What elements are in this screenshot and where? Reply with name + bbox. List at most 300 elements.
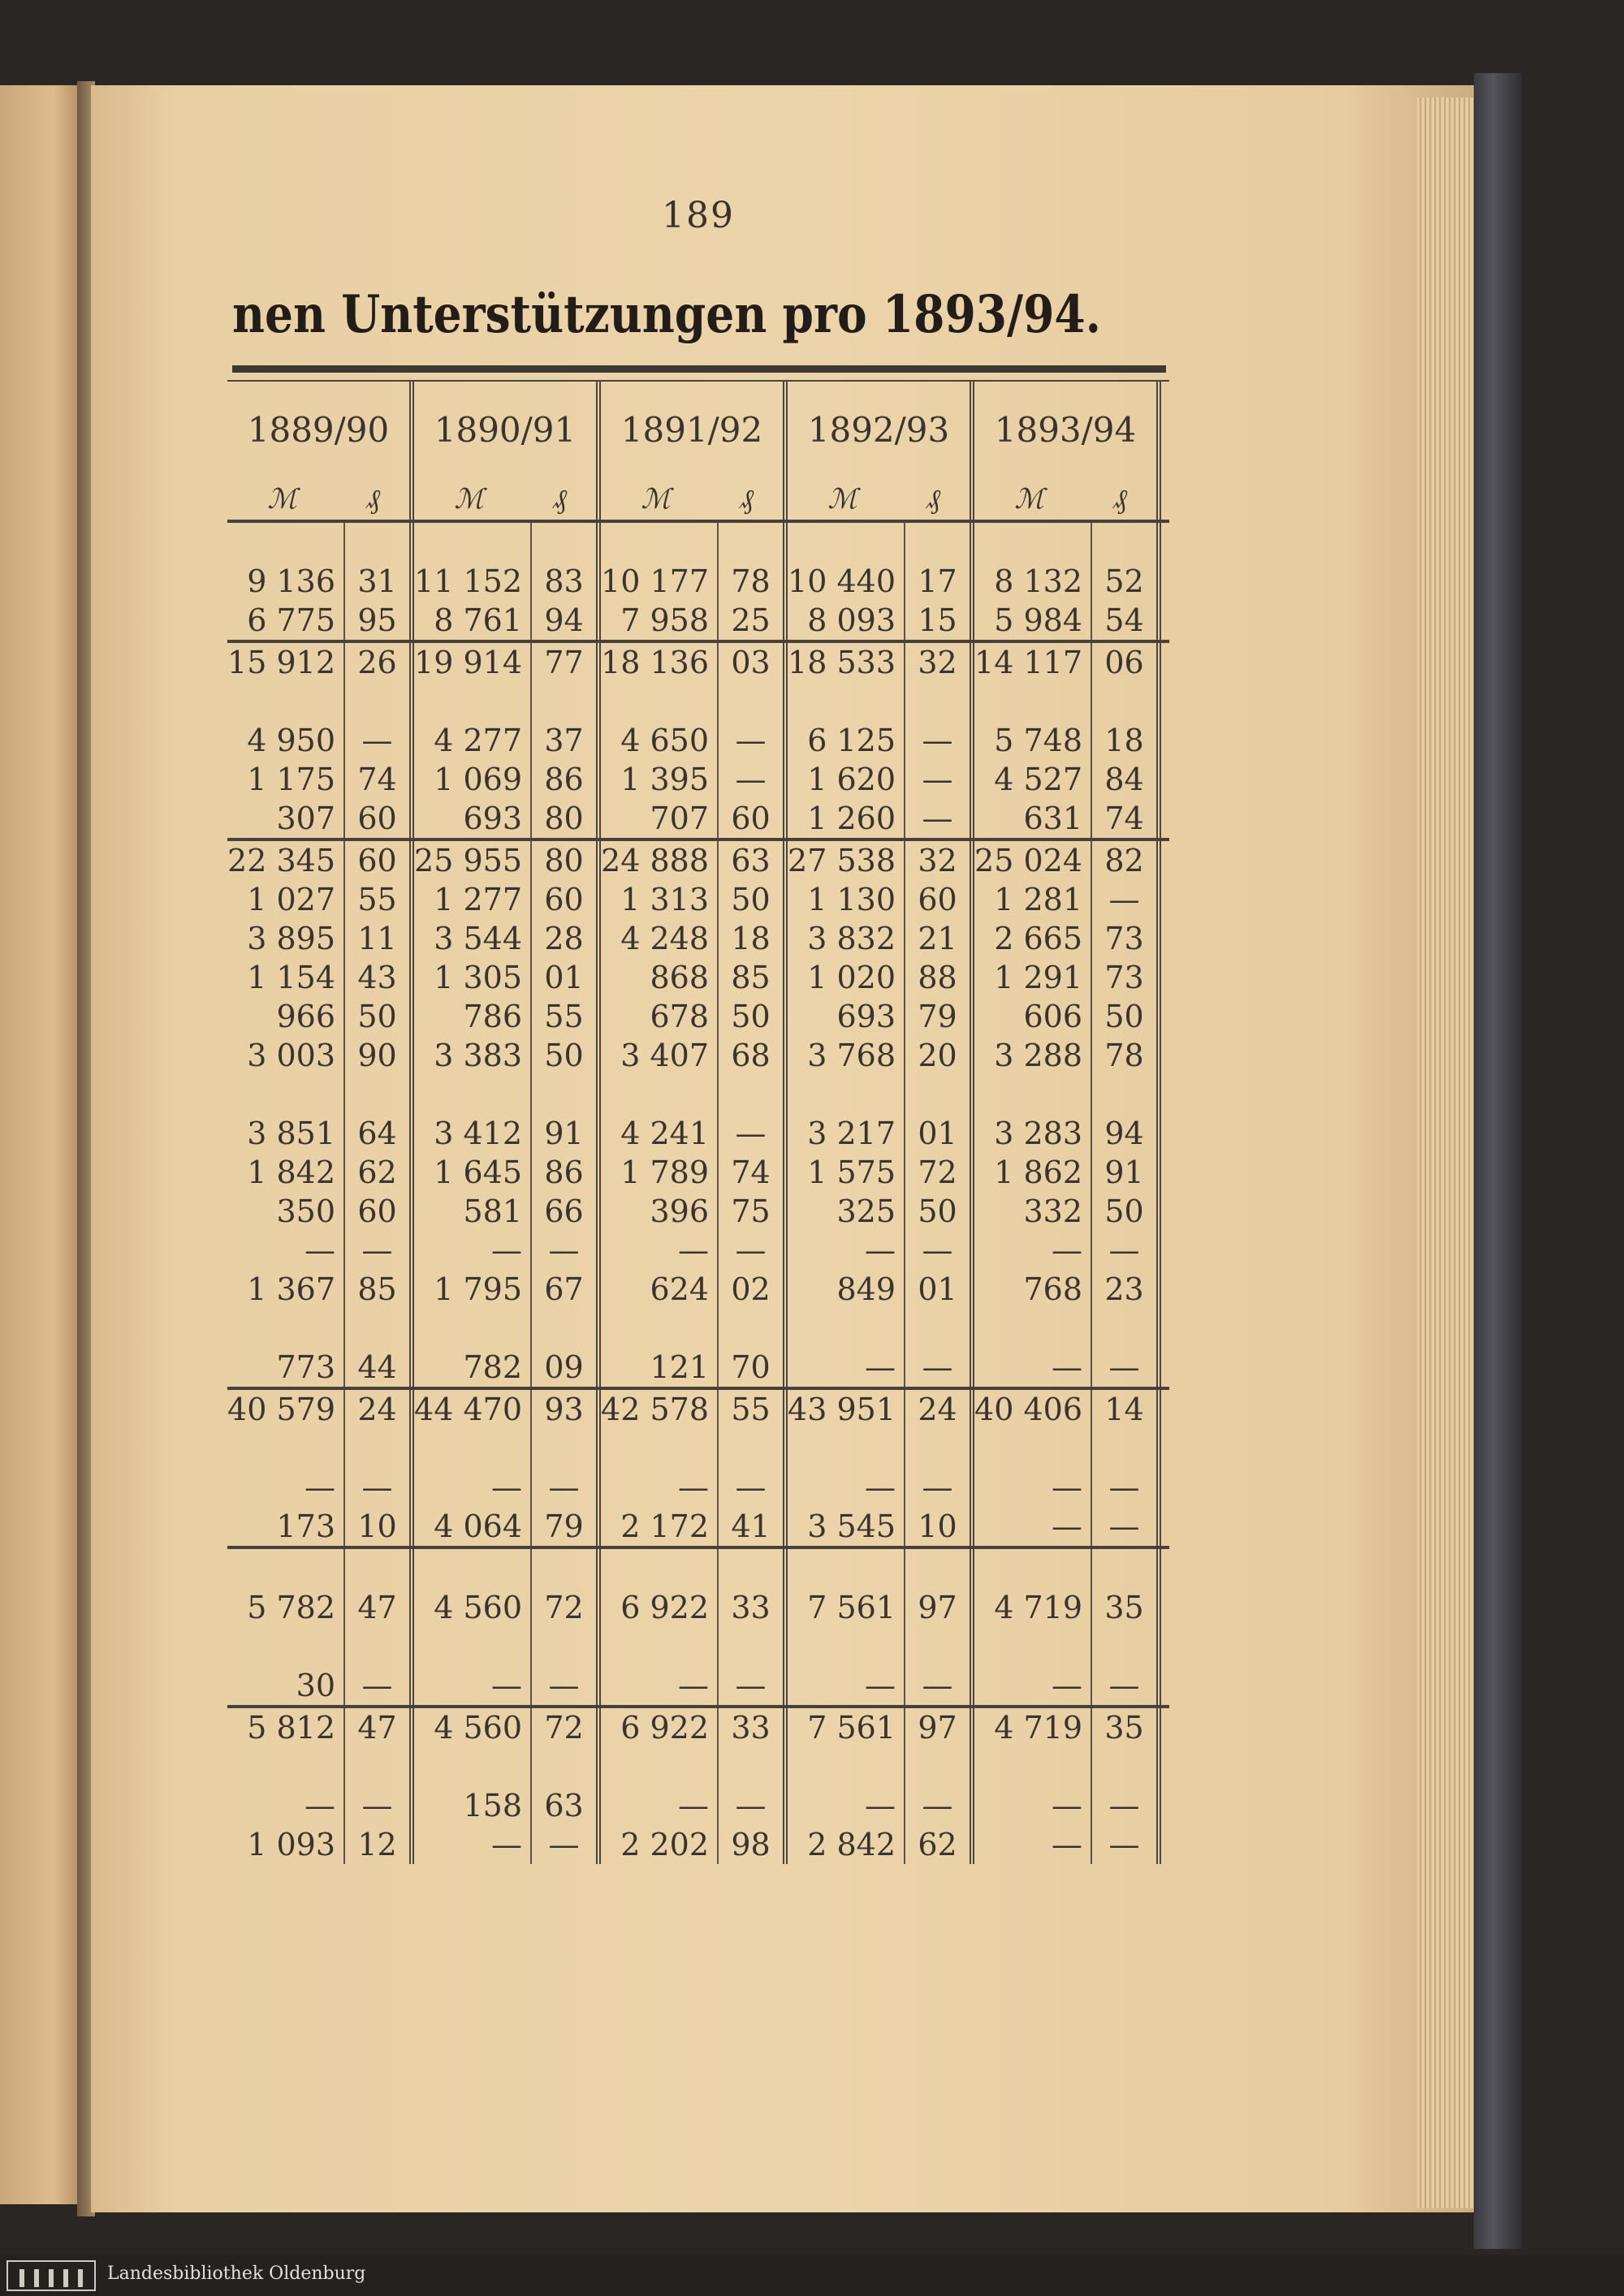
mark-value: 966 (227, 997, 345, 1036)
pfennig-value: — (532, 1825, 601, 1864)
pfennig-value: 41 (719, 1507, 788, 1546)
pfennig-value: 09 (532, 1348, 601, 1387)
pfennig-value: 01 (532, 958, 601, 997)
mark-value: 3 851 (227, 1114, 345, 1153)
empty-cell (414, 1075, 532, 1114)
table-row (227, 601, 1169, 640)
pfennig-value: 74 (345, 760, 414, 799)
table-spacer-row (227, 1429, 1169, 1468)
library-name: Landesbibliothek Oldenburg (107, 2264, 366, 2284)
unit-pfennig-label: ₰ (345, 479, 414, 520)
pfennig-value: — (905, 1348, 974, 1387)
pfennig-value: 15 (905, 601, 974, 640)
table-sum-row (227, 640, 1169, 682)
mark-value: 3 383 (414, 1036, 532, 1075)
pfennig-value: 95 (345, 601, 414, 640)
mark-value: — (974, 1507, 1092, 1546)
pfennig-value: 86 (532, 760, 601, 799)
mark-value: 1 277 (414, 880, 532, 919)
pfennig-value: 60 (345, 841, 414, 880)
empty-cell (1092, 1747, 1161, 1786)
pfennig-value: 10 (345, 1507, 414, 1546)
table-row (227, 1153, 1169, 1192)
table-row (227, 880, 1169, 919)
empty-cell (532, 1627, 601, 1666)
pfennig-value: 50 (905, 1192, 974, 1231)
empty-cell (719, 1309, 788, 1348)
empty-cell (601, 682, 719, 721)
table-row (227, 1825, 1169, 1864)
pfennig-value: 50 (345, 997, 414, 1036)
mark-value: 782 (414, 1348, 532, 1387)
pfennig-value: 32 (905, 643, 974, 682)
pfennig-value: 24 (345, 1390, 414, 1429)
table-row (227, 1348, 1169, 1387)
mark-value: 2 202 (601, 1825, 719, 1864)
pfennig-value: — (719, 1786, 788, 1825)
pfennig-value: — (905, 799, 974, 838)
empty-cell (905, 1429, 974, 1468)
mark-value: — (974, 1786, 1092, 1825)
pfennig-value: 26 (345, 643, 414, 682)
empty-cell (345, 523, 414, 562)
pfennig-value: 33 (719, 1588, 788, 1627)
pfennig-value: — (345, 721, 414, 760)
empty-cell (719, 682, 788, 721)
mark-value: 1 789 (601, 1153, 719, 1192)
pfennig-value: 74 (719, 1153, 788, 1192)
pfennig-value: 82 (1092, 841, 1161, 880)
pfennig-value: — (1092, 1666, 1161, 1705)
pfennig-value: 72 (532, 1588, 601, 1627)
empty-cell (719, 1627, 788, 1666)
pfennig-value: — (719, 760, 788, 799)
empty-cell (788, 1309, 905, 1348)
mark-value: 678 (601, 997, 719, 1036)
table-row (227, 1666, 1169, 1705)
pfennig-value: 24 (905, 1390, 974, 1429)
empty-cell (788, 682, 905, 721)
empty-cell (1092, 1075, 1161, 1114)
table-row (227, 1192, 1169, 1231)
empty-cell (345, 1309, 414, 1348)
empty-cell (905, 1627, 974, 1666)
empty-cell (719, 1549, 788, 1588)
empty-cell (227, 1549, 345, 1588)
unit-mark-label: ℳ (267, 483, 297, 516)
pfennig-value: 31 (345, 562, 414, 601)
pfennig-value: 02 (719, 1270, 788, 1309)
mark-value: 3 768 (788, 1036, 905, 1075)
pfennig-value: 06 (1092, 643, 1161, 682)
mark-value: — (974, 1825, 1092, 1864)
pfennig-value: 55 (532, 997, 601, 1036)
empty-cell (1092, 1627, 1161, 1666)
empty-cell (601, 1627, 719, 1666)
empty-cell (788, 1549, 905, 1588)
mark-value: 786 (414, 997, 532, 1036)
mark-value: 1 291 (974, 958, 1092, 997)
year-header: 1890/91 (414, 382, 601, 479)
mark-value: 7 561 (788, 1708, 905, 1747)
mark-value: 14 117 (974, 643, 1092, 682)
pfennig-value: — (345, 1468, 414, 1507)
pfennig-value: 17 (905, 562, 974, 601)
mark-value: 9 136 (227, 562, 345, 601)
mark-value: 25 024 (974, 841, 1092, 880)
heading-rule (232, 365, 1166, 373)
empty-cell (532, 1747, 601, 1786)
empty-cell (414, 1549, 532, 1588)
mark-value: — (227, 1468, 345, 1507)
table-spacer-row (227, 682, 1169, 721)
mark-value: 4 064 (414, 1507, 532, 1546)
mark-value: 1 260 (788, 799, 905, 838)
pfennig-value: 72 (532, 1708, 601, 1747)
mark-value: 18 533 (788, 643, 905, 682)
pfennig-value: 73 (1092, 958, 1161, 997)
pfennig-value: 37 (532, 721, 601, 760)
mark-value: 3 407 (601, 1036, 719, 1075)
empty-cell (974, 1549, 1092, 1588)
pfennig-value: — (1092, 1786, 1161, 1825)
pfennig-value: — (1092, 1468, 1161, 1507)
pfennig-value: 83 (532, 562, 601, 601)
mark-value: 4 560 (414, 1708, 532, 1747)
mark-value: — (974, 1468, 1092, 1507)
mark-value: 1 093 (227, 1825, 345, 1864)
mark-value: 11 152 (414, 562, 532, 601)
mark-value: 10 440 (788, 562, 905, 601)
mark-value: 1 069 (414, 760, 532, 799)
empty-cell (974, 1747, 1092, 1786)
pfennig-value: — (345, 1666, 414, 1705)
mark-value: 350 (227, 1192, 345, 1231)
pfennig-value: 28 (532, 919, 601, 958)
unit-mark-label: ℳ (454, 483, 484, 516)
mark-value: 22 345 (227, 841, 345, 880)
empty-cell (1092, 523, 1161, 562)
pfennig-value: 90 (345, 1036, 414, 1075)
empty-cell (414, 1627, 532, 1666)
pfennig-value: 62 (345, 1153, 414, 1192)
mark-value: — (414, 1666, 532, 1705)
table-sum-row (227, 1705, 1169, 1747)
pfennig-value: 97 (905, 1588, 974, 1627)
empty-cell (905, 1549, 974, 1588)
unit-pfennig-label: ₰ (532, 479, 601, 520)
mark-value: 2 172 (601, 1507, 719, 1546)
pfennig-value: 80 (532, 799, 601, 838)
mark-value: 3 412 (414, 1114, 532, 1153)
year-header: 1892/93 (788, 382, 974, 479)
mark-value: 40 406 (974, 1390, 1092, 1429)
mark-value: 6 125 (788, 721, 905, 760)
mark-value: 1 130 (788, 880, 905, 919)
pfennig-value: — (532, 1666, 601, 1705)
book-cover-edge (1474, 73, 1522, 2249)
table-row (227, 919, 1169, 958)
mark-value: 4 950 (227, 721, 345, 760)
mark-value: — (414, 1825, 532, 1864)
empty-cell (414, 1309, 532, 1348)
empty-cell (1092, 1549, 1161, 1588)
table-row (227, 1270, 1169, 1309)
pfennig-value: 60 (345, 1192, 414, 1231)
mark-value: 1 027 (227, 880, 345, 919)
empty-cell (532, 1309, 601, 1348)
pfennig-value: 21 (905, 919, 974, 958)
mark-value: 2 665 (974, 919, 1092, 958)
empty-cell (719, 1747, 788, 1786)
pfennig-value: 88 (905, 958, 974, 997)
pfennig-value: 03 (719, 643, 788, 682)
empty-cell (788, 1627, 905, 1666)
table-row (227, 760, 1169, 799)
mark-value: 1 395 (601, 760, 719, 799)
pfennig-value: — (719, 721, 788, 760)
empty-cell (974, 1309, 1092, 1348)
empty-cell (905, 1747, 974, 1786)
table-row (227, 1036, 1169, 1075)
pfennig-value: 01 (905, 1114, 974, 1153)
mark-value: — (788, 1468, 905, 1507)
empty-cell (532, 1429, 601, 1468)
pfennig-value: 91 (1092, 1153, 1161, 1192)
year-header: 1889/90 (227, 382, 414, 479)
empty-cell (345, 1627, 414, 1666)
mark-value: 4 248 (601, 919, 719, 958)
mark-value: 25 955 (414, 841, 532, 880)
mark-value: 1 795 (414, 1270, 532, 1309)
pfennig-value: 50 (532, 1036, 601, 1075)
pfennig-value: 47 (345, 1588, 414, 1627)
mark-value: 4 527 (974, 760, 1092, 799)
mark-value: 3 544 (414, 919, 532, 958)
empty-cell (788, 1429, 905, 1468)
pfennig-value: 78 (719, 562, 788, 601)
empty-cell (532, 682, 601, 721)
mark-value: 768 (974, 1270, 1092, 1309)
pfennig-value: — (719, 1231, 788, 1270)
mark-value: — (227, 1786, 345, 1825)
mark-value: 43 951 (788, 1390, 905, 1429)
mark-value: 3 545 (788, 1507, 905, 1546)
pfennig-value: 85 (719, 958, 788, 997)
table-spacer-row (227, 1309, 1169, 1348)
mark-value: 6 922 (601, 1708, 719, 1747)
mark-value: 6 775 (227, 601, 345, 640)
pfennig-value: 18 (719, 919, 788, 958)
mark-value: 325 (788, 1192, 905, 1231)
empty-cell (788, 1747, 905, 1786)
pfennig-value: 98 (719, 1825, 788, 1864)
table-row (227, 562, 1169, 601)
table-spacer-row (227, 1627, 1169, 1666)
unit-mark-label: ℳ (827, 483, 857, 516)
pfennig-value: 64 (345, 1114, 414, 1153)
empty-cell (345, 1429, 414, 1468)
pfennig-value: 47 (345, 1708, 414, 1747)
mark-value: 624 (601, 1270, 719, 1309)
mark-value: 849 (788, 1270, 905, 1309)
empty-cell (414, 523, 532, 562)
table-spacer-row (227, 523, 1169, 562)
mark-value: 4 719 (974, 1588, 1092, 1627)
mark-value: — (601, 1231, 719, 1270)
pfennig-value: 14 (1092, 1390, 1161, 1429)
pfennig-value: — (905, 760, 974, 799)
pfennig-value: 66 (532, 1192, 601, 1231)
mark-value: 30 (227, 1666, 345, 1705)
mark-value: 158 (414, 1786, 532, 1825)
table-row (227, 997, 1169, 1036)
empty-cell (601, 1747, 719, 1786)
table-row (227, 799, 1169, 838)
empty-cell (532, 523, 601, 562)
page-number: 189 (662, 195, 735, 236)
left-page-edge (0, 85, 77, 2204)
empty-cell (227, 1627, 345, 1666)
mark-value: 606 (974, 997, 1092, 1036)
pfennig-value: 97 (905, 1708, 974, 1747)
pfennig-value: 50 (719, 880, 788, 919)
table-body (227, 523, 1169, 1864)
pfennig-value: 18 (1092, 721, 1161, 760)
empty-cell (532, 1549, 601, 1588)
pfennig-value: 63 (532, 1786, 601, 1825)
mark-value: — (974, 1231, 1092, 1270)
pfennig-value: 67 (532, 1270, 601, 1309)
pfennig-value: — (1092, 1507, 1161, 1546)
mark-value: 1 154 (227, 958, 345, 997)
empty-cell (601, 523, 719, 562)
pfennig-value: 68 (719, 1036, 788, 1075)
table-row (227, 1468, 1169, 1507)
pfennig-value: 62 (905, 1825, 974, 1864)
pfennig-value: — (1092, 1348, 1161, 1387)
mark-value: 4 241 (601, 1114, 719, 1153)
pfennig-value: 55 (345, 880, 414, 919)
pfennig-value: 60 (532, 880, 601, 919)
page-heading: nen Unterstützungen pro 1893/94. (232, 284, 1101, 345)
mark-value: 173 (227, 1507, 345, 1546)
mark-value: 631 (974, 799, 1092, 838)
empty-cell (345, 1075, 414, 1114)
pfennig-value: 25 (719, 601, 788, 640)
mark-value: 773 (227, 1348, 345, 1387)
pfennig-value: 54 (1092, 601, 1161, 640)
pfennig-value: — (532, 1468, 601, 1507)
pfennig-value: 74 (1092, 799, 1161, 838)
empty-cell (974, 1429, 1092, 1468)
mark-value: 27 538 (788, 841, 905, 880)
empty-cell (227, 1747, 345, 1786)
empty-cell (905, 523, 974, 562)
mark-value: — (788, 1666, 905, 1705)
empty-cell (227, 682, 345, 721)
pfennig-value: 72 (905, 1153, 974, 1192)
pfennig-value: 94 (532, 601, 601, 640)
pfennig-value: — (345, 1786, 414, 1825)
pfennig-value: 44 (345, 1348, 414, 1387)
page-edges (1417, 97, 1474, 2208)
empty-cell (227, 1075, 345, 1114)
mark-value: 1 575 (788, 1153, 905, 1192)
pfennig-value: 12 (345, 1825, 414, 1864)
pfennig-value: 86 (532, 1153, 601, 1192)
pfennig-value: 94 (1092, 1114, 1161, 1153)
empty-cell (414, 1747, 532, 1786)
mark-value: 1 281 (974, 880, 1092, 919)
mark-value: 693 (788, 997, 905, 1036)
pfennig-value: — (1092, 1825, 1161, 1864)
mark-value: 3 003 (227, 1036, 345, 1075)
pfennig-value: 33 (719, 1708, 788, 1747)
table-spacer-row (227, 1546, 1169, 1588)
pfennig-value: 85 (345, 1270, 414, 1309)
empty-cell (601, 1309, 719, 1348)
pfennig-value: 73 (1092, 919, 1161, 958)
mark-value: — (601, 1786, 719, 1825)
empty-cell (905, 1075, 974, 1114)
mark-value: — (788, 1786, 905, 1825)
unit-pfennig-label: ₰ (905, 479, 974, 520)
mark-value: — (601, 1468, 719, 1507)
mark-value: 1 175 (227, 760, 345, 799)
empty-cell (905, 682, 974, 721)
pfennig-value: 93 (532, 1390, 601, 1429)
pfennig-value: — (905, 1468, 974, 1507)
empty-cell (974, 1075, 1092, 1114)
mark-value: 3 217 (788, 1114, 905, 1153)
pfennig-value: — (345, 1231, 414, 1270)
mark-value: 15 912 (227, 643, 345, 682)
empty-cell (345, 682, 414, 721)
mark-value: — (788, 1348, 905, 1387)
mark-value: 3 895 (227, 919, 345, 958)
empty-cell (719, 523, 788, 562)
table-sum-row (227, 1387, 1169, 1429)
mark-value: 396 (601, 1192, 719, 1231)
pfennig-value: — (1092, 880, 1161, 919)
table-row (227, 958, 1169, 997)
table-spacer-row (227, 1075, 1169, 1114)
mark-value: 7 958 (601, 601, 719, 640)
mark-value: 1 862 (974, 1153, 1092, 1192)
table-sum-row (227, 838, 1169, 880)
pfennig-value: 50 (1092, 997, 1161, 1036)
pfennig-value: 75 (719, 1192, 788, 1231)
table-row (227, 1786, 1169, 1825)
pfennig-value: 77 (532, 643, 601, 682)
table-spacer-row (227, 1747, 1169, 1786)
pfennig-value: — (719, 1666, 788, 1705)
mark-value: 693 (414, 799, 532, 838)
unit-pfennig-label: ₰ (719, 479, 788, 520)
pfennig-value: 79 (905, 997, 974, 1036)
empty-cell (974, 523, 1092, 562)
pfennig-value: — (905, 721, 974, 760)
mark-value: 44 470 (414, 1390, 532, 1429)
pfennig-value: 11 (345, 919, 414, 958)
pfennig-value: 32 (905, 841, 974, 880)
pfennig-value: — (905, 1786, 974, 1825)
table-row (227, 721, 1169, 760)
pfennig-value: 91 (532, 1114, 601, 1153)
mark-value: 18 136 (601, 643, 719, 682)
pfennig-value: 80 (532, 841, 601, 880)
